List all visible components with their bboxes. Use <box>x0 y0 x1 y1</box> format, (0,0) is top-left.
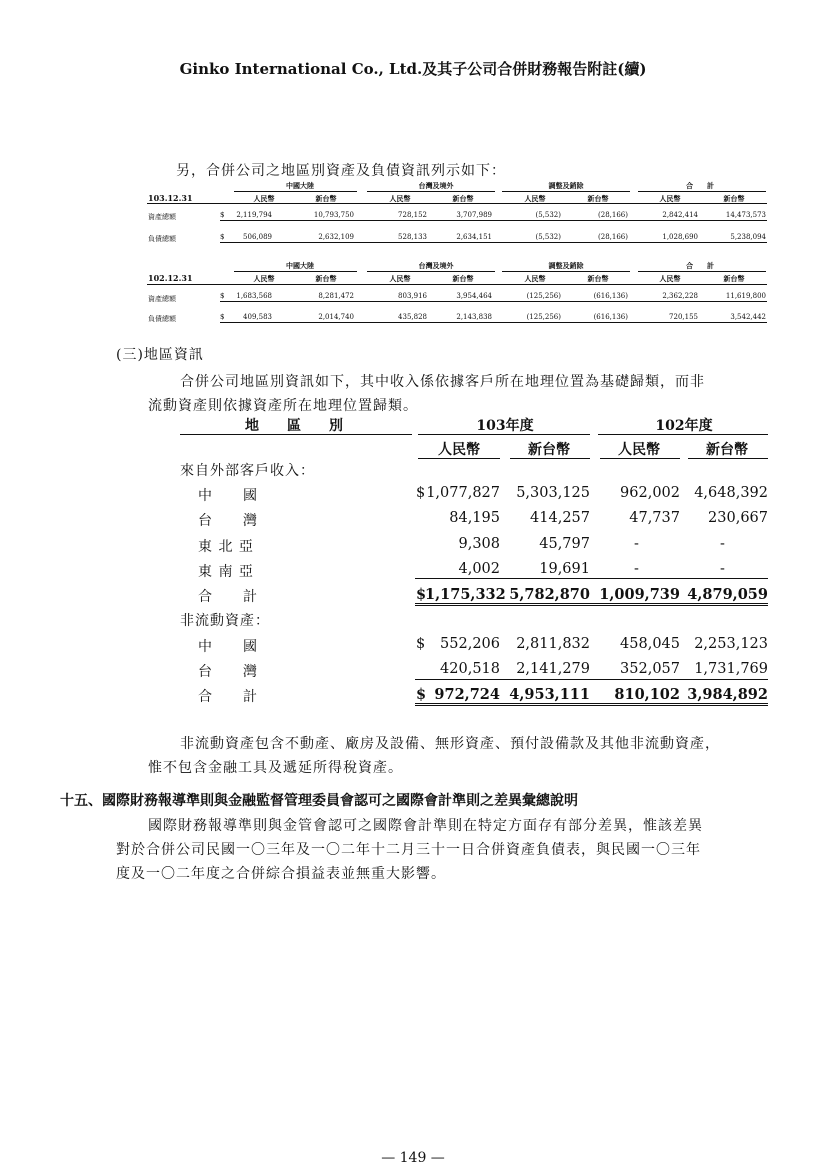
table-cell: 1,731,769 <box>694 661 768 677</box>
table-cell: 420,518 <box>440 661 500 677</box>
table-cell: 352,057 <box>620 661 680 677</box>
table-cell: 414,257 <box>530 510 590 526</box>
table-cell: 10,793,750 <box>313 211 354 219</box>
row-label: 中 國 <box>198 488 258 504</box>
revenue-label: 來自外部客戶收入： <box>180 463 315 479</box>
group-header: 合 計 <box>686 181 714 190</box>
table-cell: 45,797 <box>539 536 590 552</box>
table-cell: 2,362,228 <box>662 292 698 300</box>
table-cell: 972,724 <box>434 686 500 703</box>
page-number: — 149 — <box>381 1150 445 1166</box>
currency-header: 新台幣 <box>315 194 337 203</box>
currency-header: 新台幣 <box>587 274 609 283</box>
row-label: 東 南 亞 <box>198 564 254 580</box>
row-label: 中 國 <box>198 639 258 655</box>
currency-header: 人民幣 <box>659 194 681 203</box>
dollar-sign: $ <box>220 233 225 241</box>
table-cell: 552,206 <box>440 636 500 652</box>
section-title: 十五、國際財務報導準則與金融監督管理委員會認可之國際會計準則之差異彙總說明 <box>60 793 578 809</box>
table-cell: 4,879,059 <box>687 586 768 603</box>
table-cell: 2,634,151 <box>456 233 492 241</box>
table-cell: 803,916 <box>398 292 427 300</box>
table-cell: (5,532) <box>535 211 561 219</box>
group-header: 調整及銷除 <box>548 261 584 270</box>
row-label: 資產總額 <box>148 295 176 303</box>
table-cell: 1,028,690 <box>662 233 698 241</box>
table-cell: 4,953,111 <box>509 686 590 703</box>
table-cell: 720,155 <box>669 313 698 321</box>
table-cell: 2,014,740 <box>318 313 354 321</box>
table-cell: (616,136) <box>593 292 628 300</box>
dollar-sign: $ <box>220 292 225 300</box>
table-cell: 458,045 <box>620 636 680 652</box>
table-date: 102.12.31 <box>148 273 193 283</box>
currency-header: 新台幣 <box>706 442 748 458</box>
table-cell: (125,256) <box>526 313 561 321</box>
table-cell: 1,009,739 <box>599 586 680 603</box>
table-cell: 3,954,464 <box>456 292 492 300</box>
table-cell: (28,166) <box>598 211 628 219</box>
group-header: 台灣及境外 <box>418 261 454 270</box>
note-line: 非流動資產包含不動產、廠房及設備、無形資產、預付設備款及其他非流動資產， <box>180 736 720 752</box>
table-cell: 810,102 <box>614 686 680 703</box>
group-header: 台灣及境外 <box>418 181 454 190</box>
paragraph-line: 流動資產則依據資產所在地理位置歸類。 <box>148 398 418 414</box>
year-header: 102年度 <box>655 418 713 434</box>
row-label: 負債總額 <box>148 315 176 323</box>
table-cell: (28,166) <box>598 233 628 241</box>
table-cell: 3,984,892 <box>687 686 768 703</box>
table-cell: 1,077,827 <box>426 485 500 501</box>
table-cell: 9,308 <box>458 536 500 552</box>
table-cell: 962,002 <box>620 485 680 501</box>
table-cell: 11,619,800 <box>725 292 766 300</box>
table-cell: (125,256) <box>526 292 561 300</box>
section-title: (三)地區資訊 <box>116 347 204 363</box>
currency-header: 人民幣 <box>659 274 681 283</box>
paragraph-line: 合併公司地區別資訊如下，其中收入係依據客戶所在地理位置為基礎歸類，而非 <box>180 374 705 390</box>
paragraph-line: 對於合併公司民國一〇三年及一〇二年十二月三十一日合併資產負債表，與民國一〇三年 <box>116 842 701 858</box>
paragraph-line: 國際財務報導準則與金管會認可之國際會計準則在特定方面存有部分差異，惟該差異 <box>148 818 703 834</box>
currency-header: 新台幣 <box>723 194 745 203</box>
table-cell: 506,089 <box>243 233 272 241</box>
table-cell: (616,136) <box>593 313 628 321</box>
table-cell: 84,195 <box>449 510 500 526</box>
currency-header: 新台幣 <box>452 194 474 203</box>
table-cell: 5,238,094 <box>730 233 766 241</box>
currency-header: 人民幣 <box>524 194 546 203</box>
currency-header: 新台幣 <box>528 442 570 458</box>
intro-text: 另，合併公司之地區別資產及負債資訊列示如下： <box>176 163 506 179</box>
table-cell: 1,683,568 <box>236 292 272 300</box>
row-label: 台 灣 <box>198 664 258 680</box>
table-cell: 2,253,123 <box>694 636 768 652</box>
table-cell: 528,133 <box>398 233 427 241</box>
currency-header: 人民幣 <box>253 274 275 283</box>
table-cell: 2,119,794 <box>236 211 272 219</box>
dollar-sign: $ <box>416 485 426 501</box>
dollar-sign: $ <box>220 211 225 219</box>
paragraph-line: 度及一〇二年度之合併綜合損益表並無重大影響。 <box>116 866 446 882</box>
noncurrent-label: 非流動資產： <box>180 613 270 629</box>
table-cell: 409,583 <box>243 313 272 321</box>
table-cell: - <box>634 561 639 577</box>
note-line: 惟不包含金融工具及遞延所得稅資產。 <box>148 760 403 776</box>
table-cell: 2,143,838 <box>456 313 492 321</box>
table-cell: 14,473,573 <box>725 211 766 219</box>
table-cell: 19,691 <box>539 561 590 577</box>
table-cell: 5,303,125 <box>516 485 590 501</box>
table-cell: 47,737 <box>629 510 680 526</box>
table-cell: 3,542,442 <box>730 313 766 321</box>
table-cell: 1,175,332 <box>425 586 506 603</box>
row-label: 資產總額 <box>148 213 176 221</box>
table-cell: 728,152 <box>398 211 427 219</box>
currency-header: 人民幣 <box>253 194 275 203</box>
group-header: 調整及銷除 <box>548 181 584 190</box>
currency-header: 人民幣 <box>618 442 660 458</box>
year-header: 103年度 <box>476 418 534 434</box>
currency-header: 人民幣 <box>438 442 480 458</box>
group-header: 中國大陸 <box>286 261 314 270</box>
currency-header: 人民幣 <box>389 274 411 283</box>
table-cell: 4,002 <box>458 561 500 577</box>
table-cell: 230,667 <box>708 510 768 526</box>
group-header: 合 計 <box>686 261 714 270</box>
page-header: Ginko International Co., Ltd.及其子公司合併財務報告附註(續) <box>179 60 647 78</box>
currency-header: 新台幣 <box>315 274 337 283</box>
group-header: 中國大陸 <box>286 181 314 190</box>
table-cell: 3,707,989 <box>456 211 492 219</box>
table-date: 103.12.31 <box>148 193 193 203</box>
table-cell: 4,648,392 <box>694 485 768 501</box>
currency-header: 新台幣 <box>587 194 609 203</box>
row-label: 負債總額 <box>148 235 176 243</box>
table-cell: 5,782,870 <box>509 586 590 603</box>
currency-header: 人民幣 <box>524 274 546 283</box>
table-cell: 2,141,279 <box>516 661 590 677</box>
dollar-sign: $ <box>416 686 427 703</box>
table-cell: 2,811,832 <box>516 636 590 652</box>
dollar-sign: $ <box>416 636 426 652</box>
currency-header: 新台幣 <box>723 274 745 283</box>
dollar-sign: $ <box>416 586 427 603</box>
table-cell: 8,281,472 <box>318 292 354 300</box>
row-label: 台 灣 <box>198 513 258 529</box>
currency-header: 新台幣 <box>452 274 474 283</box>
dollar-sign: $ <box>220 313 225 321</box>
region-header: 地 區 別 <box>245 418 343 434</box>
row-label: 合 計 <box>198 689 258 705</box>
table-cell: 2,842,414 <box>662 211 698 219</box>
table-cell: 435,828 <box>398 313 427 321</box>
table-cell: - <box>720 561 725 577</box>
table-cell: - <box>720 536 725 552</box>
table-cell: - <box>634 536 639 552</box>
row-label: 東 北 亞 <box>198 539 254 555</box>
table-cell: 2,632,109 <box>318 233 354 241</box>
table-cell: (5,532) <box>535 233 561 241</box>
currency-header: 人民幣 <box>389 194 411 203</box>
row-label: 合 計 <box>198 589 258 605</box>
